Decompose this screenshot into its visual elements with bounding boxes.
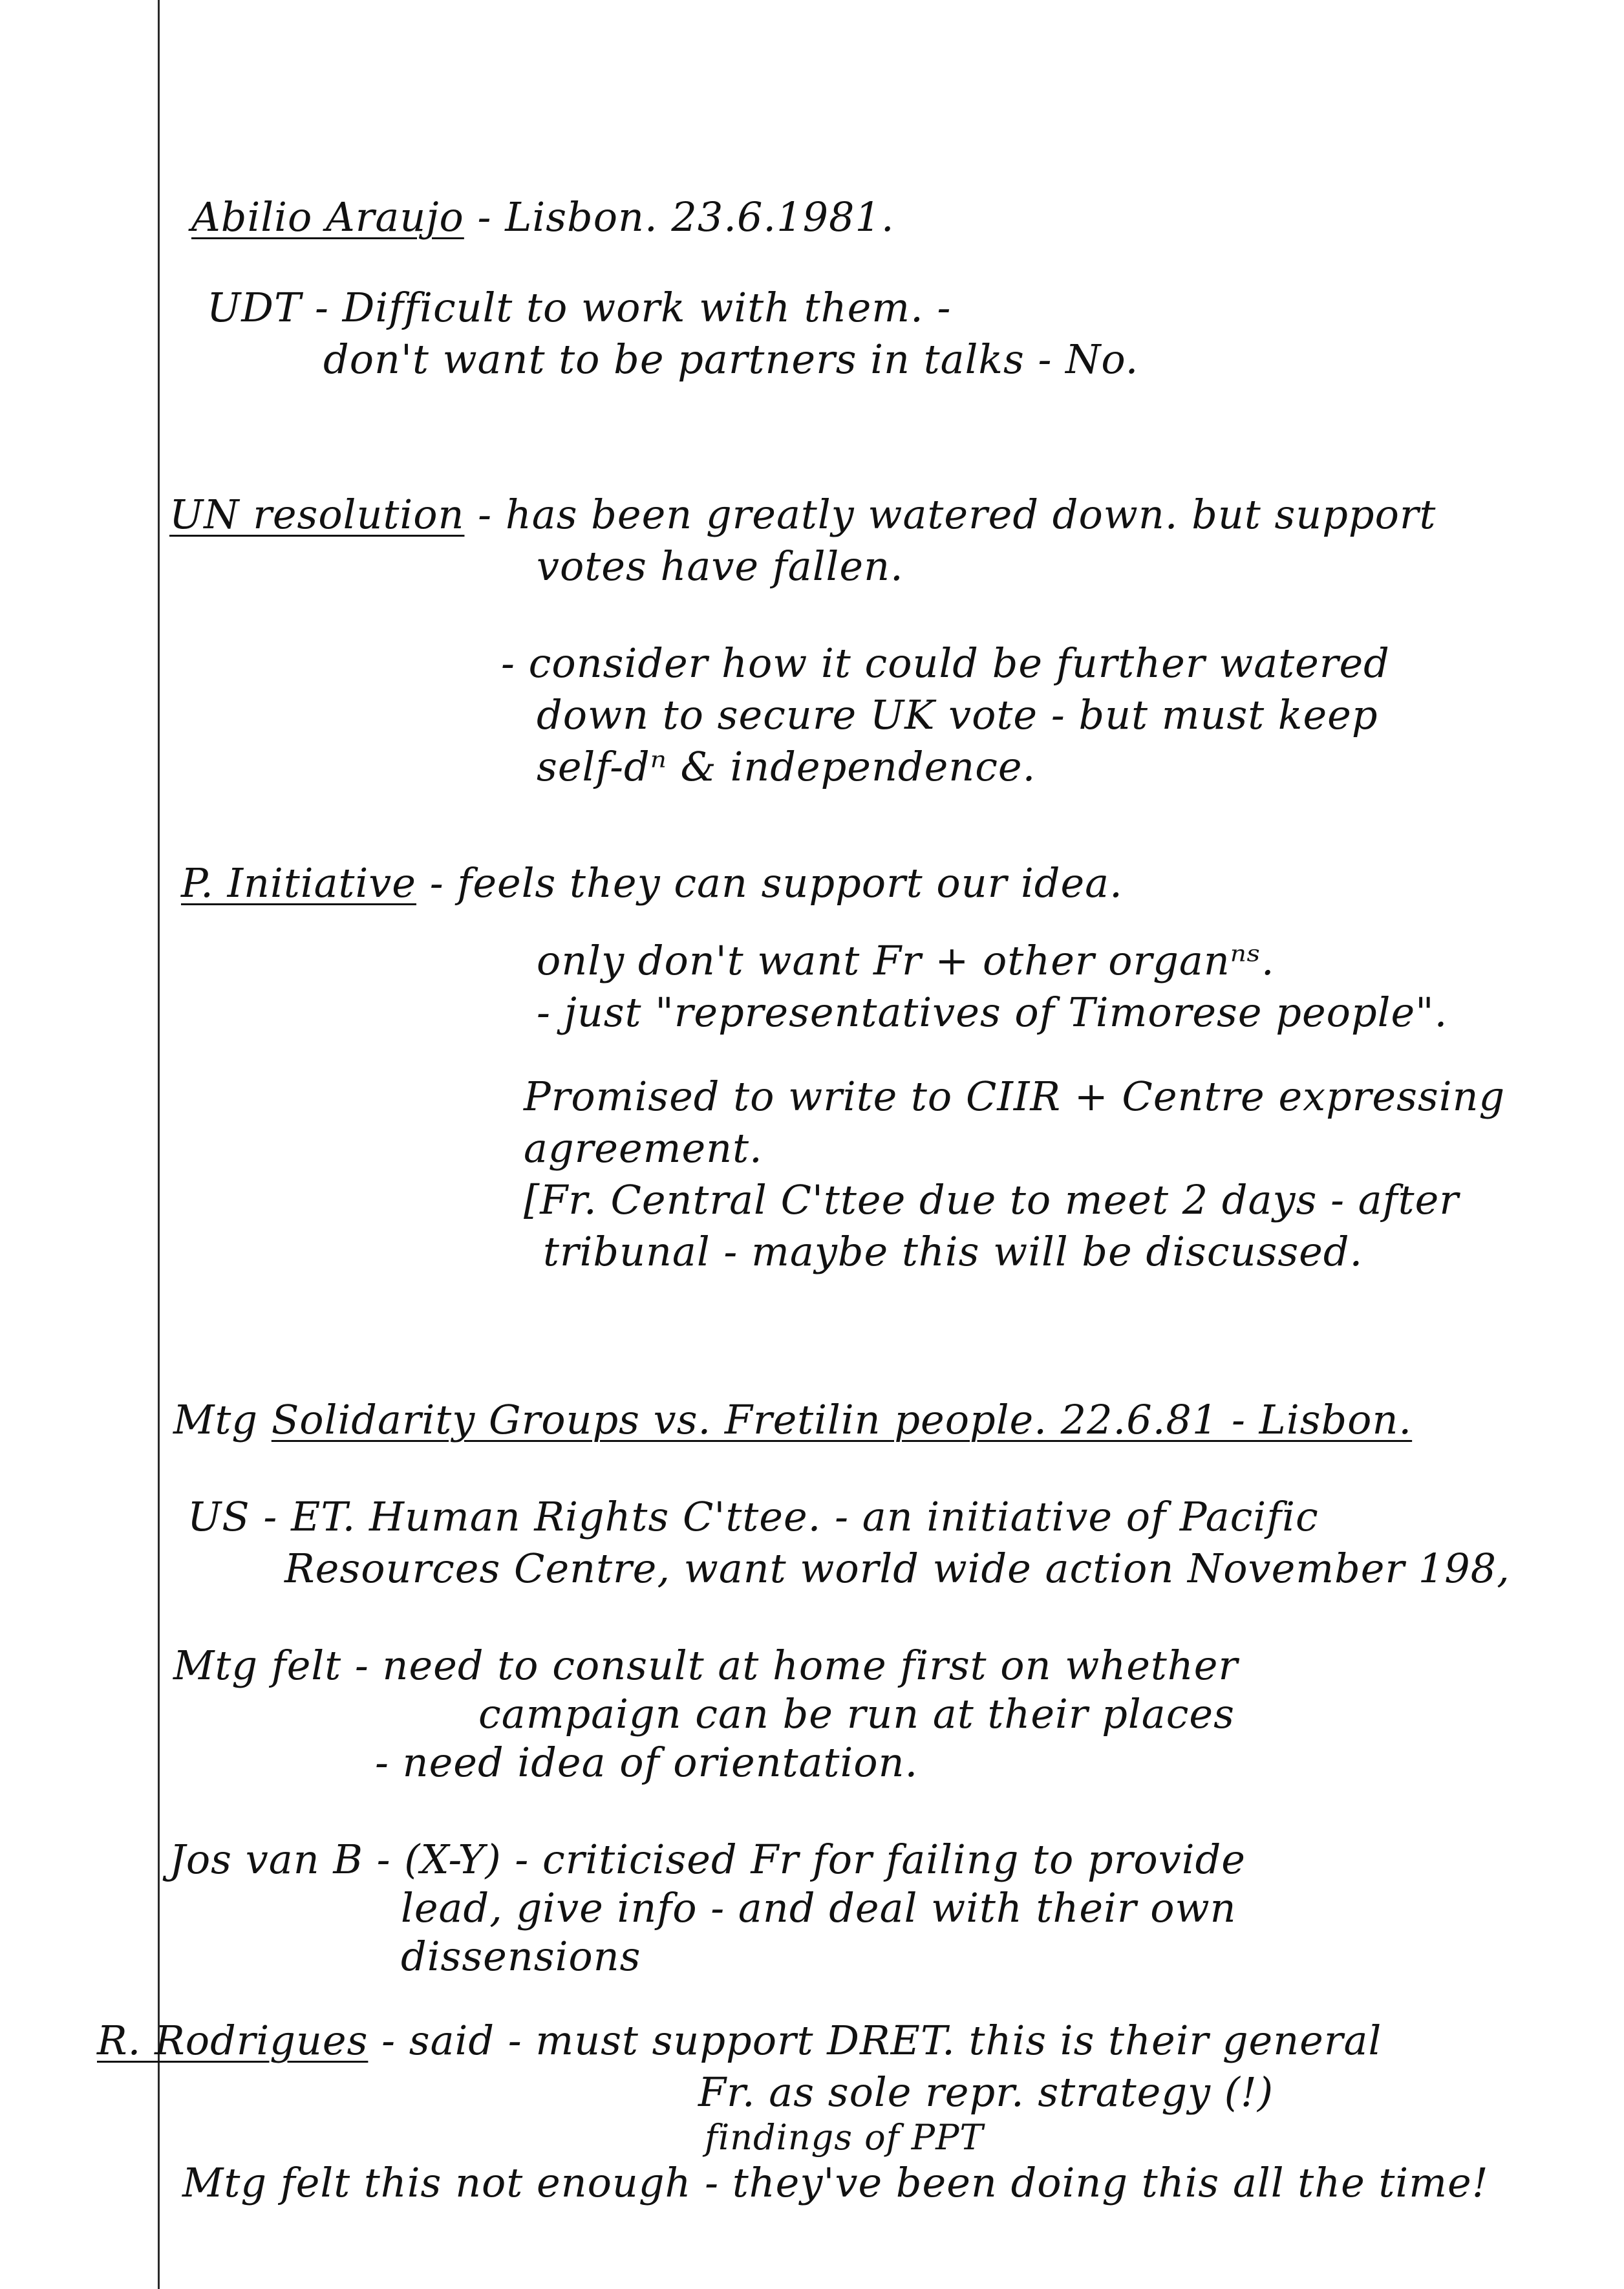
note-text: campaign can be run at their places — [478, 1690, 1235, 1737]
note-line — [173, 1397, 1412, 1443]
note-text: - has been greatly watered down. but support — [464, 491, 1437, 538]
note-line — [284, 1545, 1510, 1592]
note-text: down to secure UK vote - but must keep — [537, 691, 1378, 738]
note-line — [524, 1125, 763, 1172]
note-text: Fr. as sole repr. strategy (!) — [698, 2069, 1274, 2116]
note-line — [173, 1642, 1238, 1689]
note-line — [537, 744, 1036, 790]
note-text: lead, give info - and deal with their own — [401, 1884, 1237, 1931]
note-line — [169, 491, 1436, 538]
note-line — [524, 1073, 1505, 1120]
note-text: - consider how it could be further watered — [501, 639, 1390, 687]
note-text: votes have fallen. — [537, 543, 904, 590]
note-text: Mtg felt - need to consult at home first on whether — [173, 1642, 1239, 1689]
note-text: tribunal - maybe this will be discussed. — [543, 1228, 1363, 1275]
note-line — [169, 1836, 1246, 1883]
section-heading: Mtg — [173, 1396, 259, 1443]
note-line — [191, 194, 895, 241]
note-line — [323, 336, 1138, 383]
note-line — [181, 860, 1123, 907]
note-text: UDT - Difficult to work with them. - — [207, 284, 952, 331]
note-text: - Lisbon. 23.6.1981. — [464, 193, 895, 241]
note-line — [375, 1739, 918, 1786]
note-line — [182, 2160, 1489, 2206]
note-line — [478, 1691, 1235, 1737]
note-line — [543, 1229, 1363, 1275]
note-text: don't want to be partners in talks - No. — [323, 336, 1139, 383]
note-line — [698, 2069, 1274, 2116]
note-line — [537, 938, 1275, 984]
section-heading: P. Initiative — [181, 859, 416, 907]
note-line — [187, 1494, 1319, 1540]
note-text: [Fr. Central C'ttee due to meet 2 days - after — [524, 1176, 1459, 1223]
note-line — [537, 543, 904, 590]
note-line — [401, 1885, 1237, 1931]
note-line — [207, 285, 951, 331]
note-text: Resources Centre, want world wide action November 198, — [284, 1545, 1510, 1592]
note-text: findings of PPT — [705, 2117, 984, 2158]
note-text: self-dⁿ & independence. — [537, 743, 1036, 790]
note-text: - just "representatives of Timorese people". — [537, 989, 1448, 1036]
note-text: US - ET. Human Rights C'ttee. - an initiative of Pacific — [187, 1493, 1319, 1540]
section-heading: UN resolution — [169, 491, 465, 538]
note-text: - need idea of orientation. — [375, 1739, 919, 1786]
note-text: agreement. — [524, 1124, 763, 1172]
note-text: Mtg felt this not enough - they've been doing this all the time! — [182, 2159, 1489, 2206]
note-line — [524, 1177, 1459, 1223]
section-heading: R. Rodrigues — [97, 2017, 369, 2064]
margin-rule — [158, 0, 160, 2289]
section-heading: Abilio Araujo — [191, 193, 464, 241]
note-text: - said - must support DRET. this is their general — [368, 2017, 1382, 2064]
note-line — [97, 2017, 1382, 2064]
note-line — [537, 692, 1378, 738]
note-line — [705, 2114, 983, 2161]
note-line — [401, 1933, 641, 1980]
note-text: Jos van B - (X-Y) - criticised Fr for failing to provide — [169, 1836, 1246, 1883]
note-text: Promised to write to CIIR + Centre expressing — [524, 1073, 1506, 1120]
note-line — [537, 989, 1448, 1036]
note-text: only don't want Fr + other organⁿˢ. — [537, 937, 1275, 984]
note-text: - feels they can support our idea. — [416, 859, 1123, 907]
note-text: dissensions — [401, 1933, 641, 1980]
note-text: Solidarity Groups vs. Fretilin people. 22.6.81 - Lisbon. — [271, 1396, 1413, 1443]
note-line — [501, 640, 1390, 687]
